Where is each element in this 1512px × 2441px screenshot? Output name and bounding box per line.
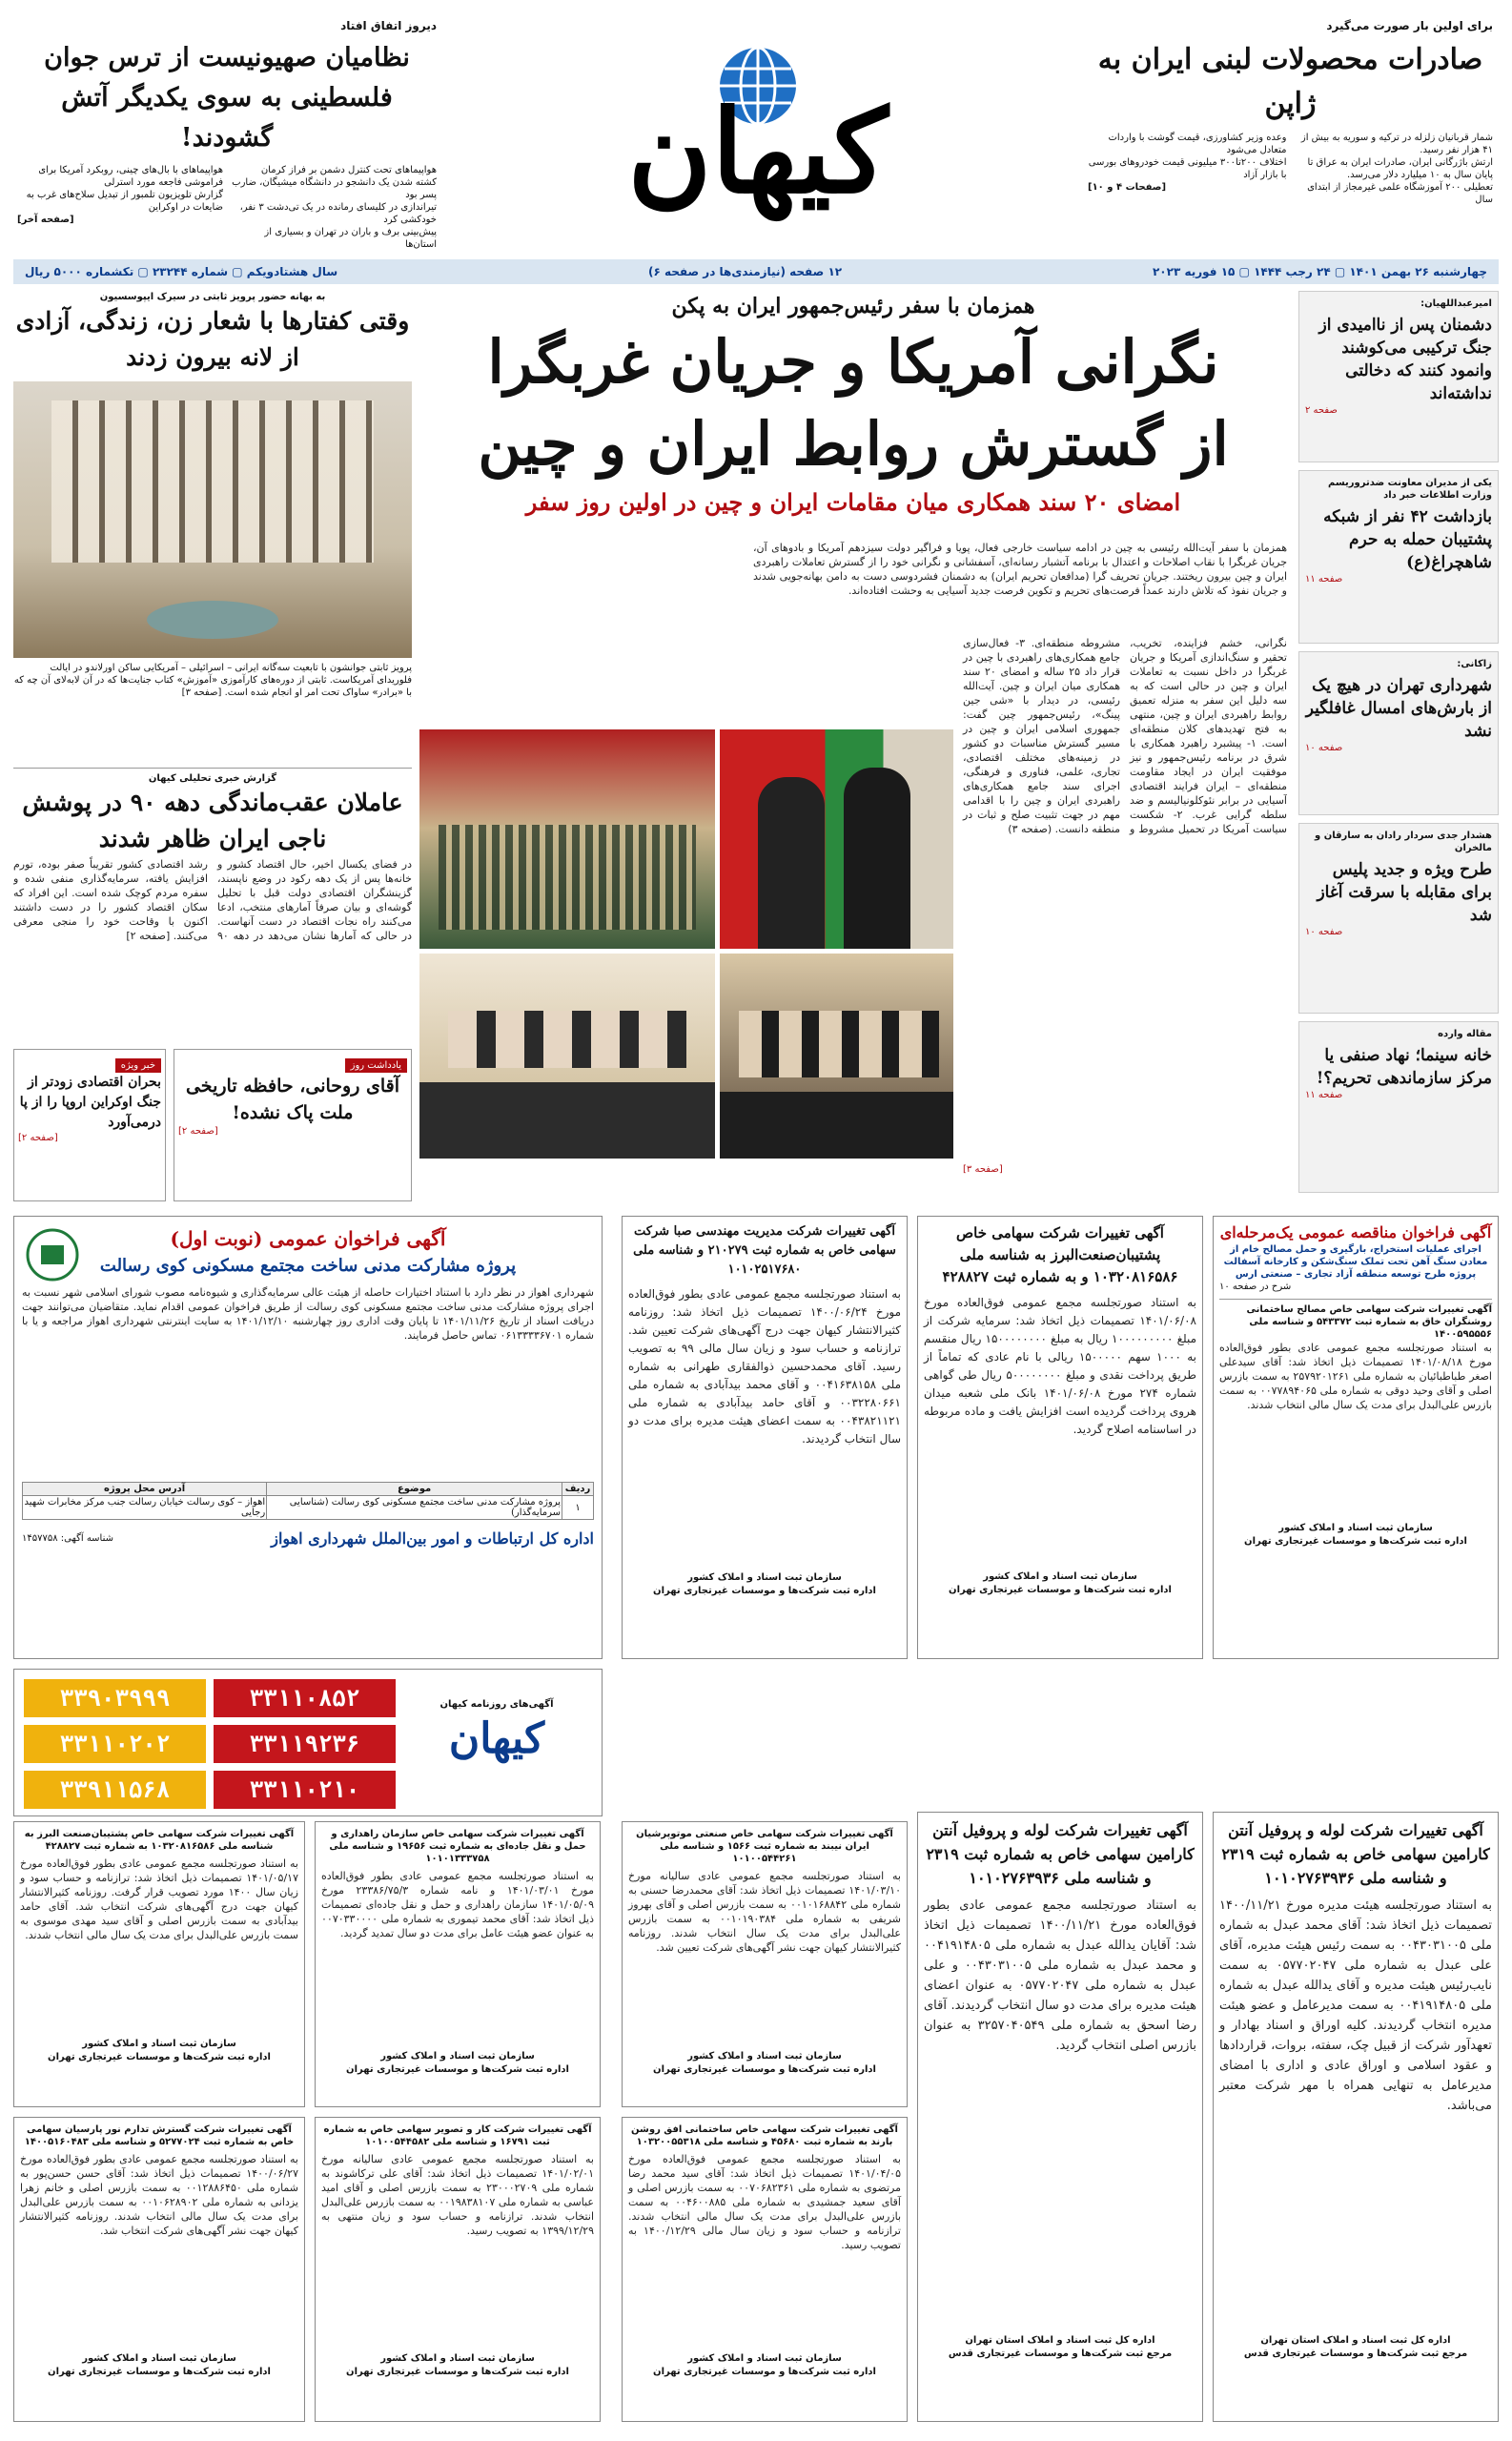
ad-signature: اداره ثبت شرکت‌ها و موسسات غیرتجاری تهران (48, 2367, 271, 2377)
sidebar-kicker: یکی از مدیران معاونت ضدتروریسم وزارت اطلاعات خبر داد (1327, 478, 1492, 501)
ad-signature: اداره کل ثبت اسناد و املاک استان تهران (1260, 2335, 1451, 2346)
tender-aras-foot: شرح در صفحه ۱۰ (1219, 1282, 1292, 1292)
tender-table (22, 1482, 594, 1520)
ad-signature: مرجع ثبت شرکت‌ها و موسسات غیرتجاری قدس (948, 2349, 1173, 2359)
ad-body: به استناد صورتجلسه مجمع عمومی عادی بطور فوق‌العاده مورخ ۱۴۰۱/۰۸/۱۸ تصمیمات ذیل اتخاذ شد: آقای سیدعلی اصغر طباطبائیان به شماره ملی ۲۵۷۹۲۰۱۲۶۱ به سمت بازرس اصلی و آقای وحید دوقی به شماره ملی ۰۰۷۷۸۹۴۰۶۵ به سمت بازرس علی‌البدل برای مدت یک سال مالی انتخاب شدند. (1219, 1342, 1492, 1411)
sidebar-headline: دشمنان پس از ناامیدی از جنگ ترکیبی می‌کوشند وانمود کنند که دخالتی نداشته‌اند (1318, 316, 1492, 403)
special-news-box[interactable] (13, 1049, 166, 1201)
left-top-kicker: به بهانه حضور پرویز ثابتی در سیرک ایپوسسیون (99, 292, 326, 302)
main-photo-iranian-delegation (720, 954, 953, 1159)
table-header: آدرس محل پروژه (23, 1483, 267, 1496)
ad-phone-banner (13, 1669, 603, 1816)
left-col1-item: کشته شدن یک دانشجو در دانشگاه میشیگان، ضارب پسر بود (232, 177, 437, 200)
phone-number[interactable]: ۳۳۱۱۹۲۳۶ (214, 1725, 396, 1763)
masthead-left-block (17, 19, 437, 257)
sidebar-item[interactable] (1298, 823, 1499, 1014)
left-col1-item: پیش‌بینی برف و باران در تهران و بسیاری از استان‌ها (264, 227, 437, 250)
ad-title: آگهی تغییرات شرکت سهامی خاص پشتیبان‌صنعت البرز به شناسه ملی ۱۰۳۲۰۸۱۶۵۸۶ به شماره ثبت ۴۲۸۸۲۷ (24, 1829, 295, 1852)
left-pages[interactable]: [صفحه آخر] (17, 215, 74, 225)
sidebar-page-ref: صفحه ۱۱ (1305, 1090, 1343, 1100)
ad-title: آگهی تغییرات شرکت کار و تصویر سهامی خاص به شماره ثبت ۱۶۷۹۱ و شناسه ملی ۱۰۱۰۰۵۴۴۵۸۲ (323, 2124, 592, 2147)
phone-number[interactable]: ۳۳۱۱۰۲۱۰ (214, 1771, 396, 1809)
right-col2-item: وعده وزیر کشاورزی، قیمت گوشت با واردات متعادل می‌شود (1108, 133, 1287, 155)
editorial-page-ref: [صفحه ۲] (178, 1126, 218, 1137)
company-change-ad[interactable] (13, 1821, 305, 2107)
sidebar-headline: خانه سینما؛ نهاد صنفی یا مرکز سازماندهی تحریم؟! (1316, 1046, 1492, 1088)
sidebar-page-ref: صفحه ۱۱ (1305, 574, 1343, 585)
left-col2-item: هواپیماهای با بال‌های چینی، روبکرد آمریکا برای فراموشی فاجعه مورد استرلی (38, 165, 223, 188)
main-subheadline: امضای ۲۰ سند همکاری میان مقامات ایران و چین در اولین روز سفر (525, 488, 1181, 516)
sidebar-page-ref: صفحه ۱۰ (1305, 927, 1343, 937)
prison-courtyard-photo (13, 381, 412, 658)
editorial-box[interactable] (174, 1049, 412, 1201)
special-news-headline: بحران اقتصادی زودتر از جنگ اوکراین اروپا را از پا درمی‌آورد (19, 1075, 161, 1130)
main-photo-chinese-delegation (419, 954, 715, 1159)
sidebar-item[interactable] (1298, 1021, 1499, 1193)
sidebar-kicker: هشدار جدی سردار رادان به سارقان و مالخران (1315, 831, 1492, 853)
company-change-ad[interactable] (622, 1821, 908, 2107)
ad-body: به استناد صورتجلسه مجمع عمومی عادی بطور فوق‌العاده مورخ ۱۴۰۰/۱۱/۲۱ تصمیمات ذیل اتخاذ شد: آقایان یدالله عبدل به شماره ملی ۰۰۴۱۹۱۴۸۰۵ و محمد عبدل به شماره ملی ۰۰۴۳۰۳۱۰۰۵ و علی عبدل به شماره ملی ۰۵۷۷۰۲۰۴۷ به عنوان اعضای هیئت مدیره برای مدت دو سال انتخاب گردیدند. آقای رضا اسحق به شماره ملی ۳۲۵۷۰۴۰۵۴۹ به عنوان بازرس اصلی انتخاب گردید. (924, 1898, 1196, 2053)
sidebar-kicker: مقاله وارده (1438, 1029, 1492, 1039)
ad-body: به استناد صورتجلسه مجمع عمومی عادی بطور فوق‌العاده مورخ ۱۴۰۰/۰۶/۲۴ تصمیمات ذیل اتخاذ شد: روزنامه کثیرالانتشار کیهان جهت درج آگهی‌های شرکت تعیین شد. ترازنامه و حساب سود و زیان سال مالی ۹۹ به تصویب رسید. آقای محمدحسین ذوالفقاری طهرانی به شماره ملی ۰۰۴۱۶۳۸۱۵۸ و آقای محمد بیدآبادی به شماره ملی ۰۰۳۲۲۸۰۶۶۱ و آقای حامد بیدآبادی به شماره ملی ۰۰۴۳۸۲۱۱۲۱ به سمت اعضای هیئت مدیره برای مدت دو سال انتخاب گردیدند. (628, 1287, 901, 1446)
table-header: موضوع (267, 1483, 562, 1496)
sidebar-item[interactable] (1298, 651, 1499, 815)
editorial-headline: آقای روحانی، حافظه تاریخی ملت پاک نشده! (185, 1076, 400, 1123)
company-change-ad[interactable] (1213, 1812, 1499, 2422)
main-body-text: نگرانی، خشم فزاینده، تخریب، تحقیر و سنگ‌اندازی آمریکا و جریان غربگرا در داخل نسبت به تعاملات ایران و چین در حالی است که به سه دلیل این سفر به منزله تعمیق روابط راهبردی ایران و چین، منتهی به فتح تهدیدهای کلان منطقه‌ای است. ۱- پیشبرد راهبرد همکاری با شرق در برنامه رئیس‌جمهور و نیز موفقیت ایران در ایجاد مقاومت منطقه‌ای – ایران فرایند اقتصادی آسیایی در برابر نئوکلونیالیسم و ضد سلطه گرایی غرب. ۲- شکست سیاست آمریکا در تحمیل مشروط و مشروطه منطقه‌ای. ۳- فعال‌سازی جامع همکاری‌های راهبردی با چین در قرار داد ۲۵ ساله و امضای ۲۰ سند همکاری میان ایران و چین. آیت‌الله رئیسی، در دیدار با «شی جین پینگ»، رئیس‌جمهور چین گفت: جمهوری اسلامی ایران و چین در مسیر گسترش مناسبات دو کشور در زمینه‌های مختلف اقتصادی، تجاری، علمی، فناوری و فرهنگی، اجرای سند جامع همکاری‌های راهبردی ایران و چین را با اقدامی مهم در جهت تثبیت صلح و ثبات در منطقه دانست. (صفحه ۳) (963, 637, 1287, 835)
main-story (419, 291, 1287, 1206)
special-news-page-ref: [صفحه ۲] (18, 1133, 58, 1143)
ad-signature: اداره کل ثبت اسناد و املاک استان تهران (965, 2335, 1155, 2346)
phone-number[interactable]: ۳۳۹۱۱۵۶۸ (24, 1771, 206, 1809)
left-mid-text: در فضای یکسال اخیر، حال اقتصاد کشور و خانه‌ها پس از یک دهه رکود در وضع ناپسند، گزینشگران اقتصادی دولت قبل با تحلیل گوشه‌ای و بیان صرفاً آمارهای منتخب، ادعا می‌کنند راه نجات اقتصاد در دست آنهاست. در حالی که آمارها نشان می‌دهد در دهه ۹۰ رشد اقتصادی کشور تقریباً صفر بوده، تورم افزایش یافته، سرمایه‌گذاری منفی شده و سفره مردم کوچک شده است. این افراد که سکان اقتصاد کشور را در دست داشتند اکنون با وقاحت خود را منجی معرفی می‌کنند. [صفحه ۲] (13, 858, 412, 942)
editorial-tag: یادداشت روز (345, 1058, 407, 1073)
ad-body: به استناد صورتجلسه مجمع عمومی عادی بطور فوق‌العاده مورخ ۱۴۰۱/۰۳/۰۱ و نامه شماره ۲۳۳۸۶/۷۵/۳ مورخ ۱۴۰۱/۰۵/۰۹ سازمان راهداری و حمل و نقل جاده‌ای تصمیمات ذیل اتخاذ شد: آقای محمد تیموری به شماره ملی ۰۰۷۰۳۳۰۰۰۰ به عنوان عضو هیئت عامل برای مدت دو سال تمدید گردید. (321, 1870, 595, 1939)
ad-signature: سازمان ثبت اسناد و املاک کشور (380, 2353, 535, 2364)
main-headline-1[interactable]: نگرانی آمریکا و جریان غربگرا (487, 327, 1219, 397)
left-col2-item: گزارش تلویزیون تلمبور از تبدیل سلاح‌های غرب به ضایعات در اوکراین (26, 190, 223, 213)
left-col1 (231, 164, 437, 251)
company-change-ad[interactable] (917, 1812, 1203, 2422)
public-tender-ad-ahvaz[interactable] (13, 1216, 603, 1659)
ad-signature: سازمان ثبت اسناد و املاک کشور (687, 2353, 842, 2364)
left-headline[interactable]: نظامیان صهیونیست از ترس جوان فلسطینی به سوی یکدیگر آتش گشودند! (44, 43, 410, 153)
company-change-ad[interactable] (315, 2117, 601, 2422)
tender-ad-aras[interactable] (1213, 1216, 1499, 1659)
tender-aras-body: اجرای عملیات استخراج، بارگیری و حمل مصالح خام از معادن سنگ آهن تحت تملک سنگ‌شکن و کارخانه آسفالت پروژه طرح توسعه منطقه آزاد تجاری – صنعتی ارس (1223, 1244, 1488, 1280)
ad-signature: سازمان ثبت اسناد و املاک کشور (687, 1572, 842, 1583)
tender-footer: اداره کل ارتباطات و امور بین‌الملل شهرداری اهواز (271, 1529, 594, 1548)
main-photo-leaders-handshake (720, 729, 953, 949)
left-column (13, 291, 412, 1206)
ad-body: به استناد صورتجلسه مجمع عمومی عادی سالیانه مورخ ۱۴۰۱/۰۳/۱۰ تصمیمات ذیل اتخاذ شد: آقای محمدرضا حسنی به شماره ملی ۰۰۱۰۱۶۸۸۴۲ به سمت بازرس اصلی و آقای بهروز شریفی به شماره ملی ۰۰۱۰۱۹۰۳۸۴ به سمت بازرس علی‌البدل برای مدت یک سال انتخاب شدند. روزنامه کثیرالانتشار کیهان جهت نشر آگهی‌های شرکت تعیین شد. (628, 1870, 902, 1954)
left-col2 (17, 164, 223, 251)
ad-body: به استناد صورتجلسه مجمع عمومی عادی بطور فوق‌العاده مورخ ۱۴۰۱/۰۵/۱۷ تصمیمات ذیل اتخاذ شد: ترازنامه و حساب سود و زیان سال ۱۴۰۰ مورد تصویب قرار گرفت. روزنامه کثیرالانتشار کیهان جهت درج آگهی‌های شرکت انتخاب شد. آقای حامد بیدآبادی به سمت بازرس اصلی و آقای سید مهدی موسوی به سمت بازرس علی‌البدل برای مدت یک سال مالی انتخاب شدند. (20, 1857, 298, 1941)
logo-text: کیهان (627, 85, 889, 219)
ad-signature: اداره ثبت شرکت‌ها و موسسات غیرتجاری تهران (346, 2064, 569, 2075)
masthead-right-block (1088, 19, 1493, 257)
tender-title: آگهی فراخوان عمومی (نوبت اول) (170, 1227, 446, 1250)
left-col1-item: تیراندازی در کلیسای رمانده در یک تی‌دشت ۳ نفر، خودکشی کرد (239, 202, 437, 225)
ad-signature: سازمان ثبت اسناد و املاک کشور (983, 1571, 1137, 1582)
ad-title: آگهی تغییرات شرکت گسترش تدارم نور پارسیان سهامی خاص به شماره ثبت ۵۲۷۷۰۲۴ و شناسه ملی ۱۴۰۰۵۱۶۰۴۸۳ (24, 2124, 295, 2147)
main-headline-2[interactable]: از گسترش روابط ایران و چین (478, 409, 1229, 479)
ad-title: آگهی تغییرات شرکت سهامی خاص ساختمانی افق روشن بارند به شماره ثبت ۴۵۶۸۰ و شناسه ملی ۱۰۳۲۰۰۵۵۳۱۸ (631, 2124, 898, 2147)
right-col1-item: شمار قربانیان زلزله در ترکیه و سوریه به بیش از ۴۱ هزار نفر رسید. (1300, 133, 1493, 155)
company-change-ad[interactable] (315, 1821, 601, 2107)
ad-signature: اداره ثبت شرکت‌ها و موسسات غیرتجاری تهران (653, 1586, 876, 1596)
left-mid-kicker: گزارش خبری تحلیلی کیهان (148, 773, 277, 784)
company-change-ad[interactable] (622, 2117, 908, 2422)
kayhan-ad-logo (401, 1679, 592, 1803)
main-intro: همزمان با سفر آیت‌الله رئیسی به چین در ادامه سیاست خارجی فعال، پویا و فراگیر دولت سیزدهم آمریکا و بادوهای آن، جریان غربگرا با نقاب اصلاحات و اعتدال با برنامه آتشبار رسانه‌ای، آسفشانی و نگرانی خود را از گسترش تعاملات راهبردی ایران و چین بیرون ریختند. جریان تحریف گرا (مدافعان تحریم ایران) به دشمنان فشردوسی دست به دامن بهانه‌جویی شدند و جریان نفوذ که تلاش دارند عمداً فرصت‌های تحریم و تکوین فرصت جدید آسیایی به وحشت افتاده‌اند. (753, 542, 1287, 597)
ads-row-1 (13, 1216, 1499, 1659)
table-cell: پروژه مشارکت مدنی ساخت مجتمع مسکونی کوی رسالت (شناسایی سرمایه‌گذار) (267, 1496, 562, 1520)
ad-body: به استناد صورتجلسه مجمع عمومی عادی بطور فوق‌العاده مورخ ۱۴۰۰/۰۶/۲۷ تصمیمات ذیل اتخاذ شد: آقای حسن حسن‌پور به شماره ملی ۰۰۱۲۸۸۶۴۵۰ به سمت بازرس اصلی و خانم زهرا یزدانی به شماره ملی ۰۰۱۰۶۲۸۹۰۲ به سمت بازرس علی‌البدل برای مدت یک سال مالی انتخاب شدند. روزنامه کثیرالانتشار کیهان جهت نشر آگهی‌های شرکت انتخاب شد. (20, 2153, 298, 2237)
left-top-headline[interactable]: وقتی کفتارها با شعار زن، زندگی، آزادی از لانه بیرون زدند (15, 307, 410, 371)
table-cell: ۱ (562, 1496, 594, 1520)
ad-signature: سازمان ثبت اسناد و املاک کشور (687, 2051, 842, 2062)
right-headline[interactable]: صادرات محصولات لبنی ایران به ژاپن (1097, 43, 1483, 120)
sidebar-item[interactable] (1298, 291, 1499, 462)
newspaper-logo (534, 38, 982, 229)
ad-title: آگهی تغییرات شرکت سهامی خاص مصالح ساختمانی روشنگران خاق به شماره ثبت ۵۴۳۳۷۲ و شناسه ملی ۱۴۰۰۵۹۵۵۵۶ (1246, 1304, 1492, 1340)
right-pages[interactable]: [صفحات ۴ و ۱۰] (1088, 182, 1167, 193)
company-change-ad[interactable] (917, 1216, 1203, 1659)
page-count: ۱۲ صفحه (نیازمندی‌ها در صفحه ۶) (647, 265, 843, 278)
tender-aras-title: آگهی فراخوان مناقصه عمومی یک‌مرحله‌ای (1219, 1223, 1492, 1241)
sidebar-page-ref: صفحه ۱۰ (1305, 743, 1343, 753)
right-top-label: برای اولین بار صورت می‌گیرد (1326, 19, 1493, 32)
analysis-feature (13, 768, 412, 1049)
phone-number[interactable]: ۳۳۱۱۰۲۰۲ (24, 1725, 206, 1763)
ad-signature: اداره ثبت شرکت‌ها و موسسات غیرتجاری تهران (653, 2064, 876, 2075)
company-change-ad[interactable] (622, 1216, 908, 1659)
ad-signature: اداره ثبت شرکت‌ها و موسسات غیرتجاری تهران (346, 2367, 569, 2377)
ad-title: آگهی تغییرات شرکت سهامی خاص پشتیبان‌صنعت‌البرز به شناسه ملی ۱۰۳۲۰۸۱۶۵۸۶ و به شماره ثبت ۴۲۸۸۲۷ (942, 1224, 1178, 1285)
right-sidebar (1298, 291, 1499, 1206)
table-row (23, 1496, 594, 1520)
main-kicker: همزمان با سفر رئیس‌جمهور ایران به پکن (671, 294, 1035, 318)
table-header: ردیف (562, 1483, 594, 1496)
main-photo-welcome-ceremony (419, 729, 715, 949)
right-col2 (1088, 132, 1287, 206)
tender-code: شناسه آگهی: ۱۴۵۷۷۵۸ (22, 1533, 114, 1544)
ad-body: به استناد صورتجلسه مجمع عمومی فوق‌العاده مورخ ۱۴۰۱/۰۴/۰۵ تصمیمات ذیل اتخاذ شد: آقای سید محمد رضا مرتضوی به شماره ملی ۰۰۷۰۶۸۲۳۶۱ به سمت بازرس اصلی و آقای سعید جمشیدی به شماره ملی ۰۰۴۶۰۰۸۸۵ به سمت بازرس علی‌البدل برای مدت یک سال مالی انتخاب شدند. ترازنامه و حساب سود و زیان سال مالی ۱۴۰۰/۱۲/۲۹ به تصویب رسید. (628, 2153, 901, 2251)
ad-body: به استناد صورتجلسه مجمع عمومی فوق‌العاده مورخ ۱۴۰۱/۰۶/۰۸ تصمیمات ذیل اتخاذ شد: سرمایه شرکت از مبلغ ۱۰۰۰۰۰۰۰۰۰ ریال به مبلغ ۱۵۰۰۰۰۰۰۰۰ ریال منقسم به ۱۰۰۰ سهم ۱۵۰۰۰۰۰ ریالی با نام عادی که تماماً از طریق پرداخت نقدی و مبلغ ۵۰۰۰۰۰۰۰۰ ریال طی گواهی شماره ۲۷۴ مورخ ۱۴۰۱/۰۶/۰۸ بانک ملی شعبه میدان هروی پرداخت گردیده است افزایش یافت و ماده مربوطه در اساسنامه اصلاح گردید. (924, 1296, 1197, 1436)
ayatollah-feature (13, 291, 412, 768)
ad-signature: اداره ثبت شرکت‌ها و موسسات غیرتجاری تهران (1244, 1536, 1467, 1547)
left-top-label: دیروز اتفاق افتاد (340, 19, 437, 32)
tender-subtitle: پروژه مشارکت مدنی ساخت مجتمع مسکونی کوی رسالت (99, 1256, 517, 1276)
ad-body: به استناد صورتجلسه هیئت مدیره مورخ ۱۴۰۰/۱۱/۲۱ تصمیمات ذیل اتخاذ شد: آقای محمد عبدل به شماره ملی ۰۰۴۳۰۳۱۰۰۵ به سمت رئیس هیئت مدیره، آقای علی عبدل به شماره ملی ۰۵۷۷۰۲۰۴۷ به سمت نایب‌رئیس هیئت مدیره و آقای یدالله عبدل به شماره ملی ۰۰۴۱۹۱۴۸۰۵ به سمت مدیرعامل و عضو هیئت مدیره انتخاب گردیدند. کلیه اوراق و اسناد بهادار و تعهدآور شرکت از قبیل چک، سفته، بروات، قراردادها و عقود اسلامی و اوراق عادی و اداری با امضای مدیرعامل به تنهایی همراه با مهر شرکت معتبر می‌باشد. (1219, 1898, 1492, 2113)
right-col1-item: تعطیلی ۲۰۰ آموزشگاه علمی غیرمجاز از ابتدای سال (1307, 182, 1493, 205)
ad-signature: سازمان ثبت اسناد و املاک کشور (1278, 1523, 1433, 1533)
masthead (0, 0, 1512, 257)
issue-info: سال هشتادویکم ▢ شماره ۲۳۲۴۴ ▢ تکشماره ۵۰۰۰ ریال (25, 265, 338, 278)
ad-signature: سازمان ثبت اسناد و املاک کشور (82, 2039, 236, 2049)
phone-number[interactable]: ۳۳۱۱۰۸۵۲ (214, 1679, 396, 1717)
left-col1-item: هواپیماهای تحت کنترل دشمن بر فراز کرمان (260, 165, 437, 175)
sidebar-headline: شهرداری تهران در هیچ یک از بارش‌های امسال غافلگیر نشد (1305, 676, 1492, 741)
ad-title: آگهی تغییرات شرکت لوله و پروفیل آنتن کارامین سهامی خاص به شماره ثبت ۲۳۱۹ و شناسه ملی ۱۰۱۰۲۷۶۳۹۳۶ (926, 1821, 1195, 1887)
ad-title: آگهی تغییرات شرکت لوله و پروفیل آنتن کارامین سهامی خاص به شماره ثبت ۲۳۱۹ و شناسه ملی ۱۰۱۰۲۷۶۳۹۳۶ (1221, 1821, 1490, 1887)
date-bar (13, 259, 1499, 284)
ad-signature: اداره ثبت شرکت‌ها و موسسات غیرتجاری تهران (653, 2367, 876, 2377)
ad-signature: اداره ثبت شرکت‌ها و موسسات غیرتجاری تهران (949, 1585, 1172, 1595)
right-col1-item: ارتش باژرگانی ایران، صادرات ایران به عراق تا پایان سال به ۱۰ میلیارد دلار می‌رسد. (1307, 157, 1493, 180)
ads-logo-text: کیهان (448, 1714, 545, 1763)
left-mid-headline[interactable]: عاملان عقب‌ماندگی دهه ۹۰ در پوشش ناجی ایران ظاهر شدند (22, 789, 403, 852)
right-col1 (1295, 132, 1494, 206)
sidebar-kicker: زاکانی: (1457, 659, 1492, 669)
ad-signature: مرجع ثبت شرکت‌ها و موسسات غیرتجاری قدس (1243, 2349, 1468, 2359)
sidebar-page-ref: صفحه ۲ (1305, 405, 1338, 416)
ad-body: به استناد صورتجلسه مجمع عمومی عادی سالیانه مورخ ۱۴۰۱/۰۲/۰۱ تصمیمات ذیل اتخاذ شد: آقای علی ترکاشوند به شماره ملی ۲۳۰۰۰۲۷۰۹ به سمت بازرس اصلی و آقای امید عباسی به شماره ملی ۰۰۱۹۸۳۸۱۰۷ به سمت بازرس علی‌البدل انتخاب شدند. ترازنامه و حساب سود و زیان منتهی به ۱۳۹۹/۱۲/۲۹ به تصویب رسید. (321, 2153, 594, 2237)
table-cell: اهواز – کوی رسالت خیابان رسالت جنب مرکز مخابرات شهید رجایی (23, 1496, 267, 1520)
ad-signature: سازمان ثبت اسناد و املاک کشور (380, 2051, 535, 2062)
ad-title: آگهی تغییرات شرکت مدیریت مهندسی صبا شرکت سهامی خاص به شماره ثبت ۲۱۰۲۷۹ و شناسه ملی ۱۰۱۰۲۵۱۷۶۸۰ (633, 1224, 896, 1277)
company-change-ad[interactable] (13, 2117, 305, 2422)
ad-signature: سازمان ثبت اسناد و املاک کشور (82, 2353, 236, 2364)
ad-title: آگهی تغییرات شرکت سهامی خاص سازمان راهداری و حمل و نقل جاده‌ای به شماره ثبت ۱۹۶۵۶ و شناسه ملی ۱۰۱۰۱۳۳۳۷۵۸ (329, 1829, 586, 1864)
ad-signature: اداره ثبت شرکت‌ها و موسسات غیرتجاری تهران (48, 2052, 271, 2062)
right-col2-item: اختلاف ۲۰۰تا۳۰۰ میلیونی قیمت خودروهای بورسی با بازار آزاد (1088, 157, 1287, 180)
ad-title: آگهی تغییرات شرکت سهامی خاص صنعتی موتوپرشیان ایران نیبند به شماره ثبت ۱۵۶۶ و شناسه ملی ۱۰۱۰۰۵۴۴۲۶۱ (636, 1829, 893, 1864)
special-news-tag: خبر ویژه (115, 1058, 161, 1073)
ads-label: آگهی‌های روزنامه کیهان (439, 1699, 554, 1710)
ahvaz-municipality-logo (24, 1226, 81, 1283)
phone-number[interactable]: ۳۳۹۰۳۹۹۹ (24, 1679, 206, 1717)
tender-body: شهرداری اهواز در نظر دارد با استناد اختیارات حاصله از هیئت عالی سرمایه‌گذاری و شیوه‌نامه مصوب شورای اسلامی شهر نسبت به اجرای پروژه مشارکت مدنی ساخت مجتمع مسکونی کوی رسالت از طریق فراخوان عمومی اقدام نماید. متقاضیان می‌توانند جهت دریافت اسناد از تاریخ ۱۴۰۱/۱۱/۲۶ تا پایان وقت اداری روز چهارشنبه ۱۴۰۱/۱۲/۱۰ به سایت اینترنتی شهرداری اهواز مراجعه و یا با شماره ۰۶۱۳۳۳۳۶۷۰۱ تماس حاصل فرمایند. (22, 1286, 594, 1342)
sidebar-headline: طرح ویژه و جدید پلیس برای مقابله با سرقت آغاز شد (1317, 860, 1492, 925)
photo-caption: پرویز ثابتی جوانشون با تابعیت سه‌گانه ایرانی – اسرائیلی – آمریکایی ساکن اورلاندو در ایالت فلوریدای آمریکاست. ثابتی از دوره‌های کارآموزی «آموزش» کتاب جنایت‌ها که در آن لابه‌لای آن چه که با «برادر» ساواک تحت امر او انجام شده است. [صفحه ۳] (13, 663, 412, 698)
sidebar-kicker: امیرعبداللهیان: (1420, 298, 1492, 309)
sidebar-item[interactable] (1298, 470, 1499, 644)
main-page-ref[interactable]: [صفحه ۳] (963, 1164, 1003, 1175)
sidebar-headline: بازداشت ۴۲ نفر از شبکه پشتیبان حمله به حرم شاهچراغ(ع) (1323, 507, 1492, 572)
date-text: چهارشنبه ۲۶ بهمن ۱۴۰۱ ▢ ۲۴ رجب ۱۴۴۴ ▢ ۱۵ فوریه ۲۰۲۳ (1152, 265, 1487, 278)
